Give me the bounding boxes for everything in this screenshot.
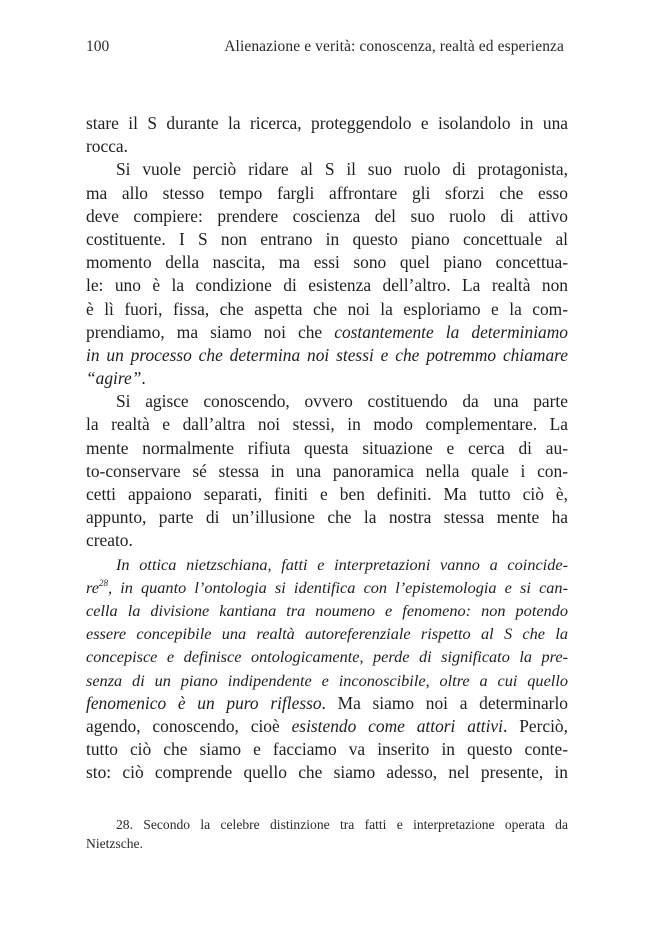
text-line: fenomenico è un puro riflesso. Ma siamo noi a determinarlo (86, 692, 568, 713)
paragraph-first-line: Si agisce conoscendo, ovvero costituendo da una parte (116, 391, 568, 412)
footnote-marker[interactable]: 28 (98, 577, 108, 588)
text-line: sto: ciò comprende quello che siamo adesso, nel presente, in (86, 762, 568, 783)
text-line: la realtà e dall’altra noi stessi, in modo complementare. La (86, 414, 568, 435)
footnote (86, 816, 568, 853)
text-line: le: uno è la condizione di esistenza dell’altro. La realtà non (86, 275, 568, 296)
text-line: to-conservare sé stessa in una panoramica nella quale i con- (86, 460, 568, 481)
text-line: momento della nascita, ma essi sono quel piano concettua- (86, 252, 568, 273)
text-line: “agire”. (86, 368, 146, 389)
footnote-line: 28. Secondo la celebre distinzione tra fatti e interpretazione operata da (116, 817, 568, 832)
text-line-italic: concepisce e definisce ontologicamente, perde di significato la pre- (86, 647, 568, 667)
running-header (86, 38, 564, 60)
italic-phrase: “agire” (86, 368, 142, 389)
text-line-italic: in un processo che determina noi stessi e che potremmo chiamare (86, 344, 568, 365)
italic-phrase: esistendo come attori attivi (291, 715, 503, 736)
paragraph-first-line-italic: In ottica nietzschiana, fatti e interpretazioni vanno a coincide- (116, 554, 568, 574)
text-line: costituente. I S non entrano in questo piano concettuale al (86, 228, 568, 249)
text-line-italic: senza di un piano indipendente e inconoscibile, oltre a cui quello (86, 670, 568, 690)
body-text (86, 112, 568, 784)
text-line: deve compiere: prendere coscienza del suo ruolo di attivo (86, 205, 568, 226)
footnote-line: Nietzsche. (86, 835, 143, 851)
text-line: stare il S durante la ricerca, proteggendolo e isolandolo in una (86, 113, 568, 133)
text-line: tutto ciò che siamo e facciamo va inserito in questo conte- (86, 739, 568, 760)
text-line: mente normalmente rifiuta questa situazione e cerca di au- (86, 437, 568, 458)
running-title: Alienazione e verità: conoscenza, realtà ed esperienza (224, 38, 564, 55)
text-line: prendiamo, ma siamo noi che costantemente la determiniamo (86, 321, 568, 342)
text-line-italic: cella la divisione kantiana tra noumeno e fenomeno: non potendo (86, 600, 568, 620)
text-line: ma allo stesso tempo fargli affrontare gli sforzi che esso (86, 182, 568, 203)
text-line: cetti appaiono separati, finiti e ben definiti. Ma tutto ciò è, (86, 484, 568, 504)
text-line: appunto, parte di un’illusione che la nostra stessa mente ha (86, 507, 568, 528)
text-line-italic: $re^{28}$, in quanto l’ontologia si identifica con l’epistemologia e si can- (86, 577, 568, 597)
text-line: è lì fuori, fissa, che aspetta che noi la esploriamo e la com- (86, 298, 568, 319)
italic-phrase: fenomenico è un puro riflesso (86, 692, 322, 713)
italic-phrase: costantemente la determiniamo (334, 321, 568, 342)
text-line-italic: essere concepibile una realtà autoreferenziale rispetto al S che la (86, 624, 568, 644)
text-line: agendo, conoscendo, cioè esistendo come attori attivi. Perciò, (86, 715, 568, 736)
page-number: 100 (86, 38, 110, 55)
paragraph-first-line: Si vuole perciò ridare al S il suo ruolo di protagonista, (116, 159, 568, 180)
text-line: rocca. (86, 136, 128, 157)
text-line: creato. (86, 530, 133, 551)
